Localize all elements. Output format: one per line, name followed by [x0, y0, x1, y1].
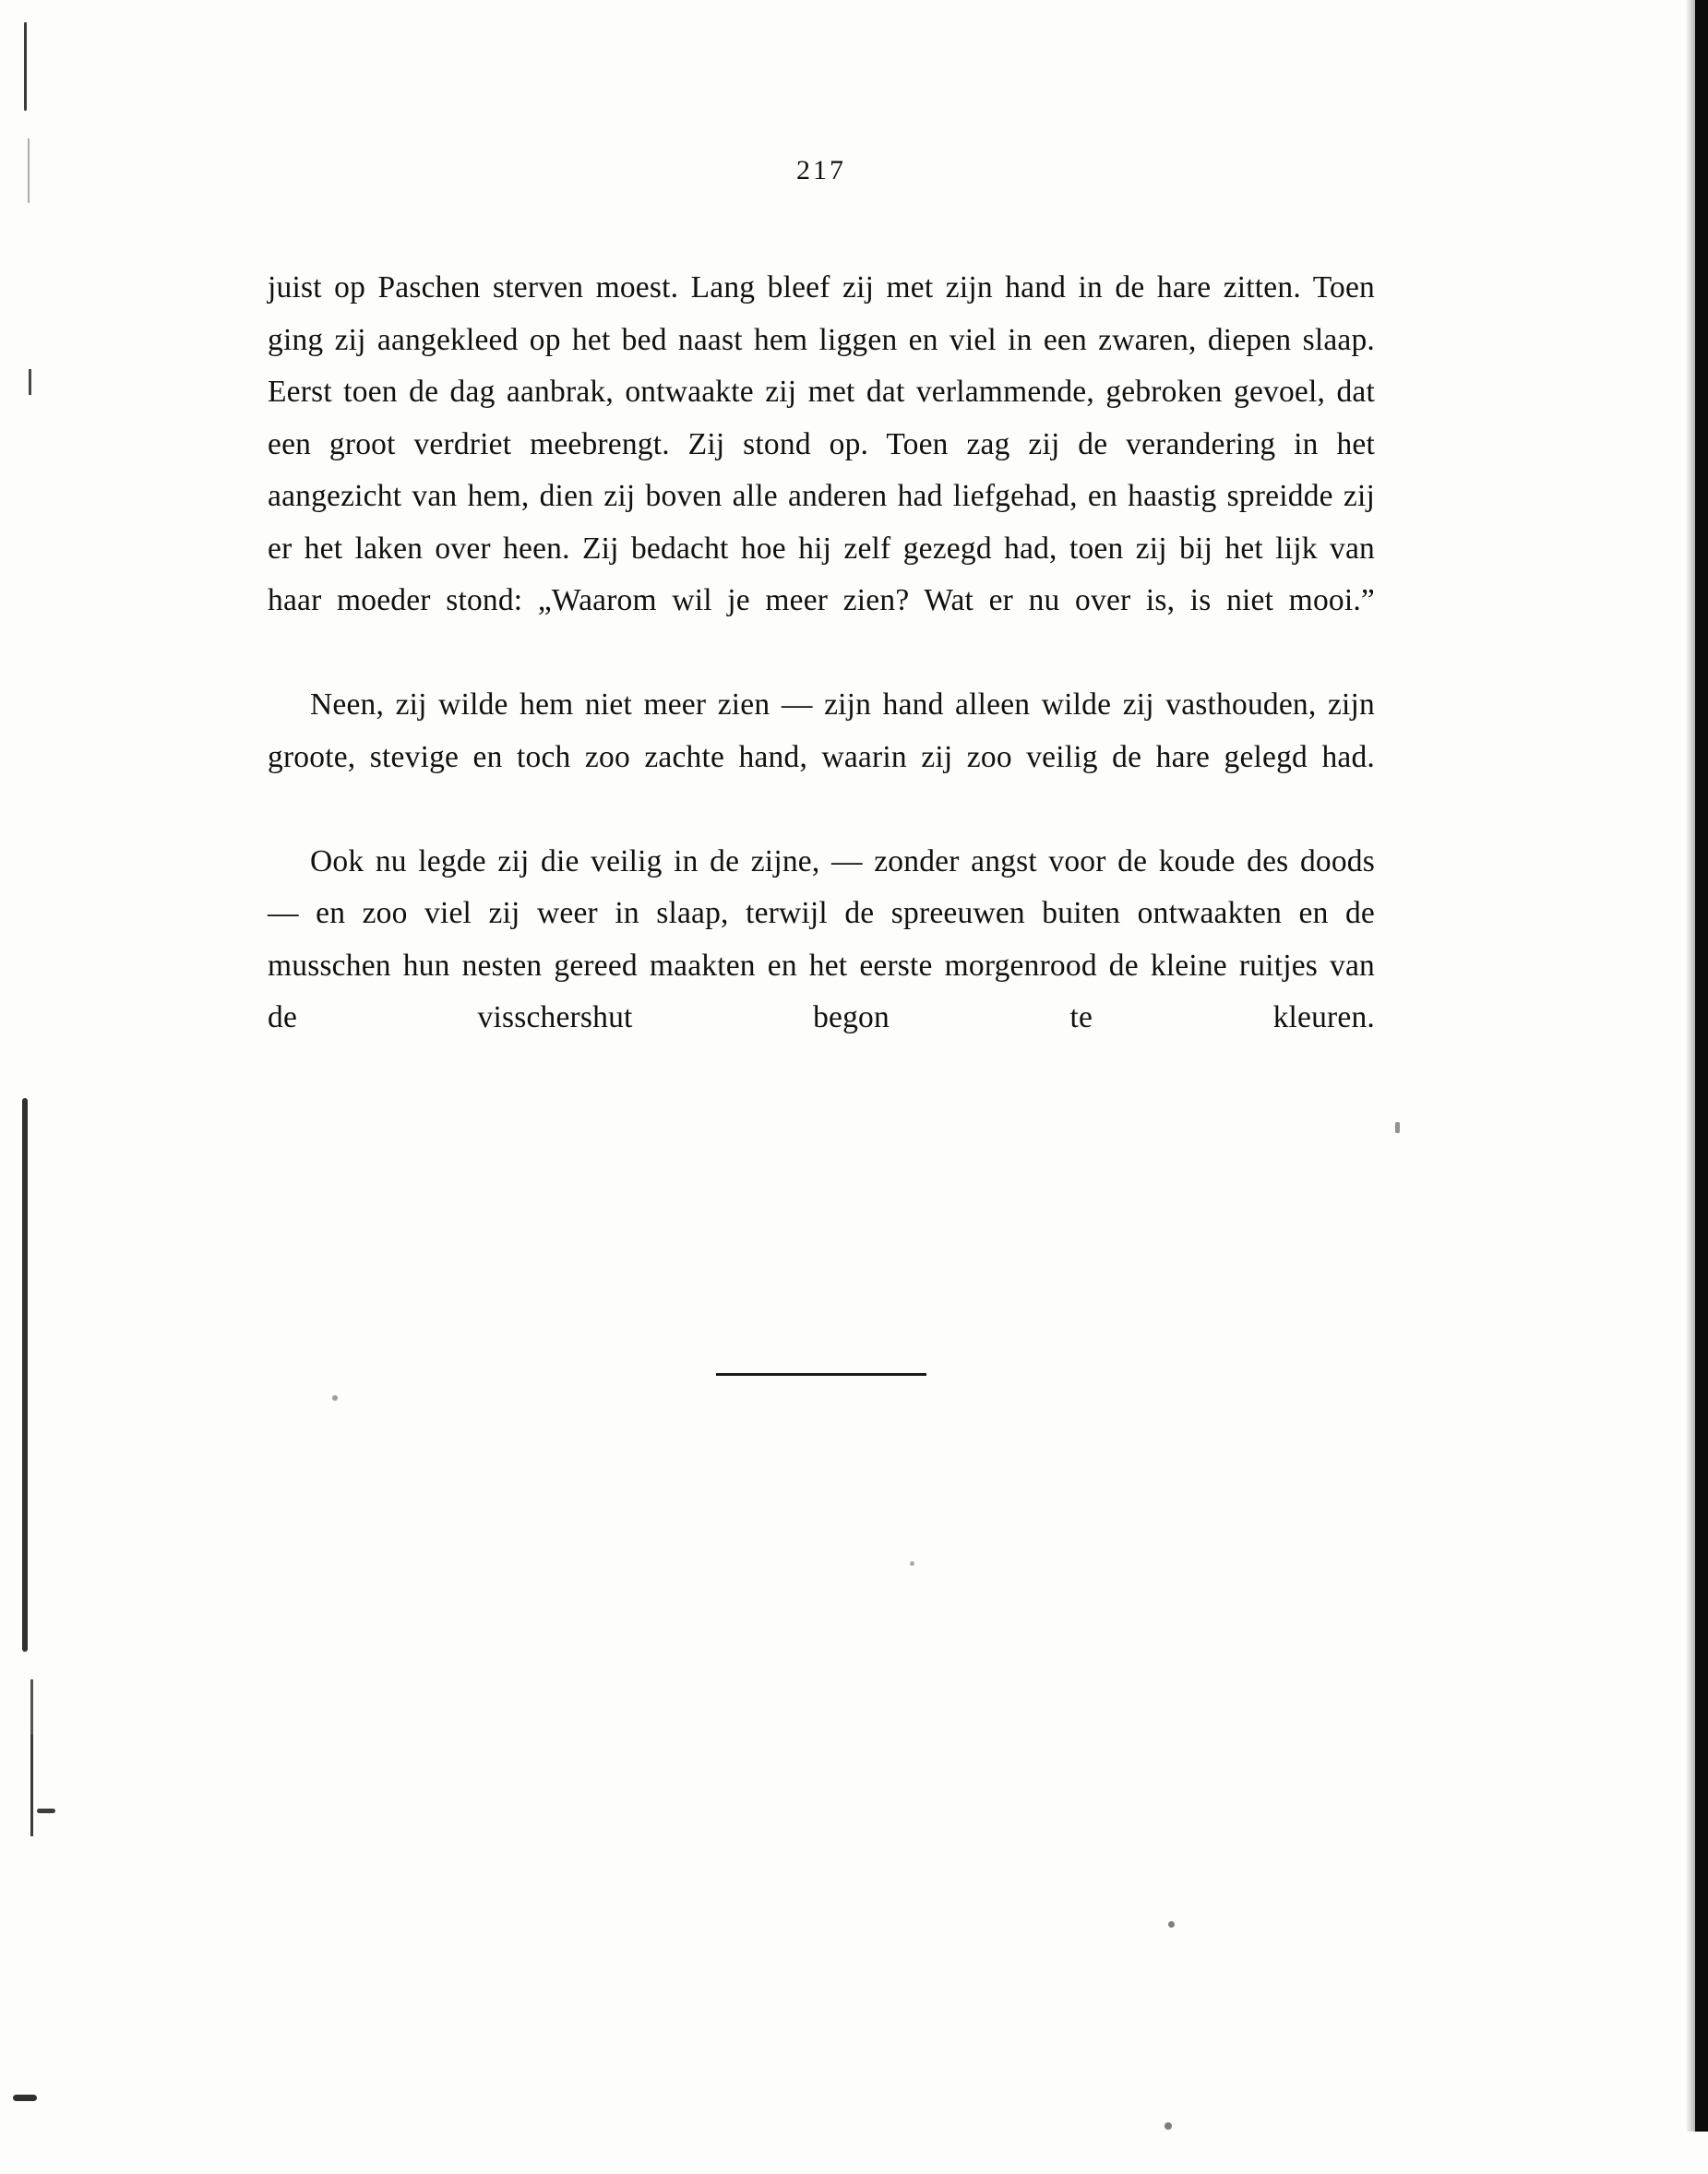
scan-edge-artifact: [30, 1679, 33, 1735]
paragraph: juist op Paschen sterven moest. Lang bleef zij met zijn hand in de hare zitten. Toen ging zij aangekleed op het bed naast hem liggen en viel in een zwaren, diepen slaap. Eerst toen de dag aanbrak, ontwaakte zij met dat verlammende, gebroken gevoel, dat een groot verdriet meebrengt. Zij stond op. Toen zag zij de verandering in het aangezicht van hem, dien zij boven alle anderen had liefgehad, en haastig spreidde zij er het laken over heen. Zij bedacht hoe hij zelf gezegd had, toen zij bij het lijk van haar moeder stond: „Waarom wil je meer zien? Wat er nu over is, is niet mooi.”: [268, 270, 1375, 617]
horizontal-rule-icon: [716, 1373, 926, 1376]
scan-edge-artifact: [37, 1809, 55, 1813]
ink-speck: [910, 1561, 914, 1566]
scan-edge-artifact: [22, 1098, 28, 1652]
ink-speck: [1165, 2122, 1172, 2130]
section-divider: [268, 1373, 1375, 1376]
scan-edge-artifact: [13, 2095, 37, 2101]
page-gutter-fade: [1686, 0, 1695, 2132]
scan-edge-artifact: [30, 1735, 33, 1836]
paragraph: Neen, zij wilde hem niet meer zien — zijn hand alleen wilde zij vasthouden, zijn groote, stevige en toch zoo zachte hand, waarin zij zoo veilig de hare gelegd had.: [268, 687, 1375, 774]
page-gutter-shadow: [1695, 0, 1708, 2132]
ink-speck: [1168, 1921, 1175, 1928]
page-number: 217: [796, 155, 846, 185]
text-block: [268, 0, 1375, 1376]
paragraph: Ook nu legde zij die veilig in de zijne, — zonder angst voor de koude des doods — en zoo viel zij weer in slaap, terwijl de spreeuwen buiten ontwaakten en de musschen hun nesten gereed maakten en het eerste morgenrood de kleine ruitjes van de visschershut begon te kleuren.: [268, 843, 1375, 1034]
scan-edge-artifact: [29, 369, 31, 395]
scan-edge-artifact: [28, 138, 30, 203]
ink-speck: [332, 1395, 338, 1401]
scan-edge-artifact: [24, 22, 27, 111]
ink-speck: [1395, 1122, 1400, 1133]
body-text: [268, 262, 1375, 1096]
